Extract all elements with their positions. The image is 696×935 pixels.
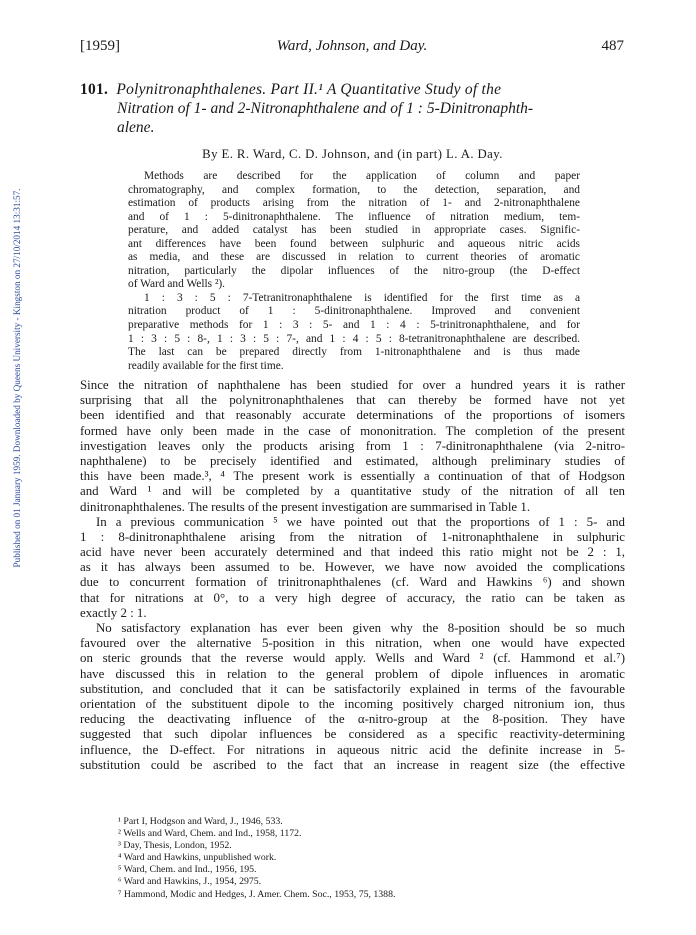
body-line: have discussed this in relation to the general problem of dipole influences in aromatic bbox=[80, 666, 625, 681]
body-line: as it has always been assumed to be. However, we have now avoided the complications bbox=[80, 560, 625, 575]
footnote: ⁴ Ward and Hawkins, unpublished work. bbox=[118, 852, 277, 864]
body-line: influence, the D-effect. For nitrations in aqueous nitric acid the definite increase in 5- bbox=[80, 742, 625, 757]
footnotes bbox=[118, 816, 395, 901]
running-head bbox=[80, 38, 624, 58]
abstract-line: and of 1 : 5-dinitronaphthalene. The influence of nitration medium, tem- bbox=[128, 210, 580, 223]
body-line: due to concurrent formation of trinitronaphthalenes (cf. Ward and Hawkins ⁶) and shown bbox=[80, 575, 625, 590]
body-line: acid have never been accurately determined and that indeed this ratio might not be 2 : 1, bbox=[80, 545, 625, 560]
body-line: In a previous communication ⁵ we have pointed out that the proportions of 1 : 5- and bbox=[96, 514, 625, 529]
body-line: investigation leaves only the products arising from 1 : 7-dinitronaphthalene (via 2-nitro- bbox=[80, 438, 625, 453]
body-line: dinitronaphthalenes. The results of the present investigation are summarised in Table 1. bbox=[80, 499, 531, 514]
abstract bbox=[128, 170, 580, 373]
footnote: ⁶ Ward and Hawkins, J., 1954, 2975. bbox=[118, 876, 262, 888]
body-line: reducing the deactivating influence of the α-nitro-group at the 8-position. They have bbox=[80, 712, 625, 727]
download-watermark-text: Published on 01 January 1959. Downloaded by Queens University - Kingston on 27/10/2014 13:31:57. bbox=[12, 188, 22, 567]
abstract-line: perature, and added catalyst has been studied in appropriate cases. Signific- bbox=[128, 224, 580, 237]
abstract-line: 1 : 3 : 5 : 7-Tetranitronaphthalene is identified for the first time as a bbox=[144, 291, 580, 304]
body-line: formed have only been made in the case of mononitration. The completion of the present bbox=[80, 423, 625, 438]
running-head-authors: Ward, Johnson, and Day. bbox=[276, 38, 428, 54]
body-line: that for nitrations at 0°, to a very high degree of accuracy, the ratio can be taken as bbox=[80, 590, 625, 605]
body-line: favoured over the alternative 5-position in this nitration, when one would have expected bbox=[80, 636, 625, 651]
body-line: orientation of the substituent dipole to the incoming positively charged nitronium ion, thus bbox=[80, 696, 625, 711]
body-line: exactly 2 : 1. bbox=[80, 605, 147, 620]
article-number: 101. bbox=[80, 81, 109, 98]
abstract-line: Methods are described for the application of column and paper bbox=[144, 170, 580, 182]
body-line: and Ward ¹ and will be completed by a quantitative study of the nitration of all ten bbox=[80, 484, 625, 499]
abstract-line: The last can be prepared directly from 1-nitronaphthalene and is thus made bbox=[128, 346, 580, 359]
title-line-1: Polynitronaphthalenes. Part II.¹ A Quantitative Study of the bbox=[116, 81, 502, 98]
abstract-line: ant differences have been found between sulphuric and aqueous nitric acids bbox=[128, 237, 580, 250]
running-head-year: [1959] bbox=[80, 38, 120, 54]
footnote: ⁵ Ward, Chem. and Ind., 1956, 195. bbox=[118, 864, 257, 876]
download-watermark bbox=[10, 150, 24, 605]
footnote: ³ Day, Thesis, London, 1952. bbox=[118, 840, 232, 852]
abstract-line: of Ward and Wells ²). bbox=[128, 278, 226, 291]
body-line: on steric grounds that the reverse would apply. Wells and Ward ² (cf. Hammond et al.⁷) bbox=[80, 651, 625, 666]
title-line-2: Nitration of 1- and 2-Nitronaphthalene and of 1 : 5-Dinitronaphth- bbox=[117, 100, 534, 117]
body-line: 1 : 8-dinitronaphthalene arising from the nitration of 1-nitronaphthalene in sulphuric bbox=[80, 529, 625, 544]
body-line: surprising that all the polynitronaphthalenes that can thereby be formed have not yet bbox=[80, 393, 625, 408]
body-line: this have been made.³, ⁴ The present work is essentially a continuation of that of Hodgson bbox=[80, 469, 625, 484]
footnote: ¹ Part I, Hodgson and Ward, J., 1946, 533. bbox=[118, 816, 283, 827]
abstract-line: as media, and these are discussed in relation to current theories of aromatic bbox=[128, 251, 580, 264]
abstract-line: nitration product of 1 : 5-dinitronaphthalene. Improved and convenient bbox=[128, 305, 580, 318]
abstract-line: readily available for the first time. bbox=[128, 359, 284, 372]
body-text bbox=[80, 378, 625, 773]
abstract-line: nitration, particularly the dipolar influences of the nitro-group (the D-effect bbox=[128, 264, 580, 277]
footnote: ² Wells and Ward, Chem. and Ind., 1958, 1172. bbox=[118, 828, 302, 840]
body-line: substitution could be ascribed to the fact that an increase in reagent size (the effective bbox=[80, 757, 625, 772]
abstract-line: chromatography, and complex formation, to the detection, separation, and bbox=[128, 183, 580, 196]
page-number: 487 bbox=[601, 38, 624, 54]
footnote: ⁷ Hammond, Modic and Hedges, J. Amer. Chem. Soc., 1953, 75, 1388. bbox=[118, 888, 396, 900]
abstract-line: preparative methods for 1 : 3 : 5- and 1 : 4 : 5-trinitronaphthalene, and for bbox=[128, 319, 580, 332]
body-line: naphthalene) to be precisely identified and estimated, although preliminary studies of bbox=[80, 453, 625, 468]
body-line: suggested that such dipolar influences be considered as a specific reactivity-determining bbox=[80, 727, 625, 742]
byline: By E. R. Ward, C. D. Johnson, and (in part) L. A. Day. bbox=[202, 147, 503, 161]
abstract-line: estimation of products arising from the nitration of 1- and 2-nitronaphthalene bbox=[128, 197, 580, 210]
title-line-3: alene. bbox=[117, 119, 155, 136]
body-line: been identified and that reasonably accurate determinations of the proportions of isomers bbox=[80, 408, 625, 423]
article-title bbox=[80, 80, 625, 137]
body-line: Since the nitration of naphthalene has been studied for over a hundred years it is rather bbox=[80, 378, 625, 392]
abstract-line: 1 : 3 : 5 : 8-, 1 : 3 : 5 : 7-, and 1 : 4 : 5 : 8-tetranitronaphthalene are described. bbox=[128, 332, 580, 345]
body-line: No satisfactory explanation has ever been given why the 8-position should be so much bbox=[96, 621, 625, 635]
body-line: substitution, and concluded that it can be satisfactorily explained in terms of the favourable bbox=[80, 681, 625, 696]
